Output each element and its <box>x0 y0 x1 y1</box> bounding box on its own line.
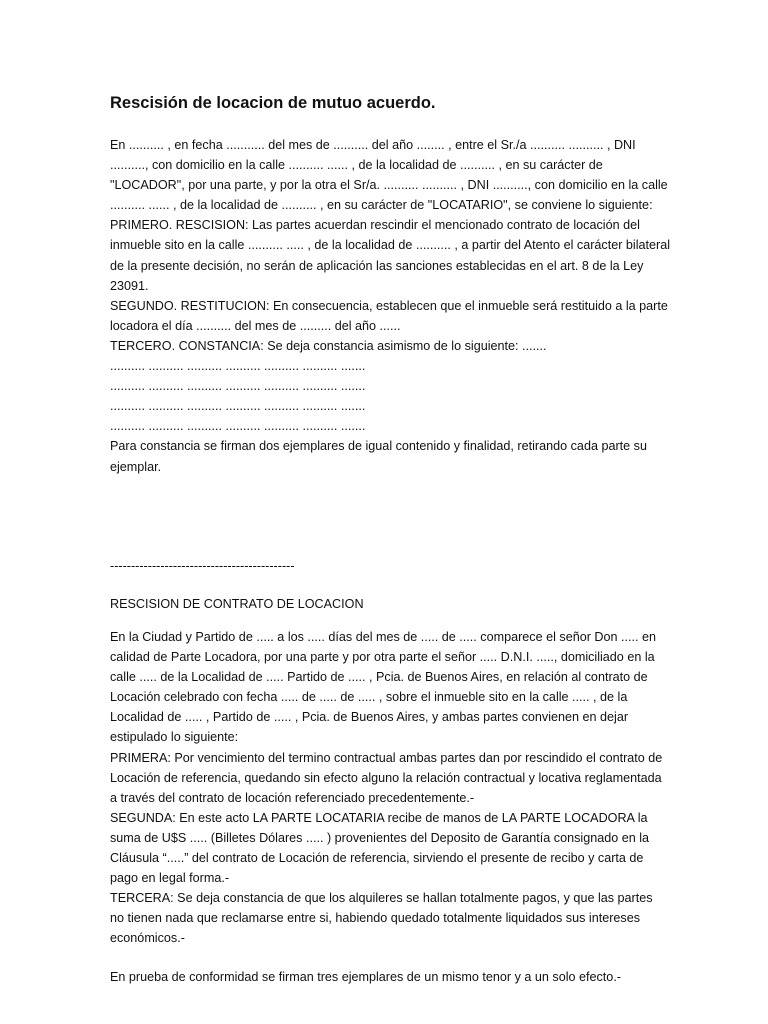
clause-segundo: SEGUNDO. RESTITUCION: En consecuencia, establecen que el inmueble será restituido a la parte locadora el día .......... del mes de ......... del año ...... <box>110 298 668 333</box>
agreement-body <box>110 135 670 477</box>
closing-paragraph: En prueba de conformidad se firman tres ejemplares de un mismo tenor y a un solo efecto.- <box>110 970 622 984</box>
section-separator: -------------------------------------------- <box>110 559 295 573</box>
clause-tercero: TERCERO. CONSTANCIA: Se deja constancia asimismo de lo siguiente: ....... <box>110 338 547 353</box>
section-heading: RESCISION DE CONTRATO DE LOCACION <box>110 597 364 611</box>
blank-line: .......... .......... .......... .......... .......... .......... ....... <box>110 419 366 434</box>
clause-tercera: TERCERA: Se deja constancia de que los alquileres se hallan totalmente pagos, y que las partes no tienen nada que reclamarse entre si, habiendo quedado totalmente liquidados sus intereses económicos.- <box>110 891 653 946</box>
contract-body <box>110 627 670 949</box>
blank-line: .......... .......... .......... .......... .......... .......... ....... <box>110 359 366 374</box>
closing-paragraph: Para constancia se firman dos ejemplares de igual contenido y finalidad, retirando cada parte su ejemplar. <box>110 439 647 474</box>
document-title: Rescisión de locacion de mutuo acuerdo. <box>110 94 436 112</box>
blank-line: .......... .......... .......... .......... .......... .......... ....... <box>110 399 366 414</box>
intro-paragraph: En .......... , en fecha ........... del mes de .......... del año ........ , entre el Sr./a .......... .......... , DNI .........., con domicilio en la calle .......... ...... , de la localidad de .......... , en su carácter de "LOCADOR", por una parte, y por la otra el Sr/a. .......... .......... , DNI .........., con domicilio en la calle .......... ...... , de la localidad de .......... , en su carácter de "LOCATARIO", se conviene lo siguiente: <box>110 138 668 213</box>
clause-primero: PRIMERO. RESCISION: Las partes acuerdan rescindir el mencionado contrato de locación del inmueble sito en la calle .......... ..... , de la localidad de .......... , a partir del Atento el carácter bilateral de la presente decisión, no serán de aplicación las sanciones establecidas en el art. 8 de la Ley 23091. <box>110 218 671 293</box>
clause-segunda: SEGUNDA: En este acto LA PARTE LOCATARIA recibe de manos de LA PARTE LOCADORA la suma de U$S ..... (Billetes Dólares ..... ) provenientes del Deposito de Garantía consignado en la Cláusula “.....” del contrato de Locación de referencia, sirviendo el presente de recibo y carta de pago en legal forma.- <box>110 810 650 886</box>
blank-line: .......... .......... .......... .......... .......... .......... ....... <box>110 379 366 394</box>
clause-primera: PRIMERA: Por vencimiento del termino contractual ambas partes dan por rescindido el contrato de Locación de referencia, quedando sin efecto alguno la relación contractual y locativa reglamentada a través del contrato de locación referenciado precedentemente.- <box>110 750 663 805</box>
intro-paragraph: En la Ciudad y Partido de ..... a los ..... días del mes de ..... de ..... comparece el señor Don ..... en calidad de Parte Locadora, por una parte y por otra parte el señor ..... D.N.I. ....., domiciliado en la calle ..... de la Localidad de ..... Partido de ..... , Pcia. de Buenos Aires, en relación al contrato de Locación celebrado con fecha ..... de ..... de ..... , sobre el inmueble sito en la calle ..... , de la Localidad de ..... , Partido de ..... , Pcia. de Buenos Aires, y ambas partes convienen en dejar estipulado lo siguiente: <box>110 630 657 745</box>
